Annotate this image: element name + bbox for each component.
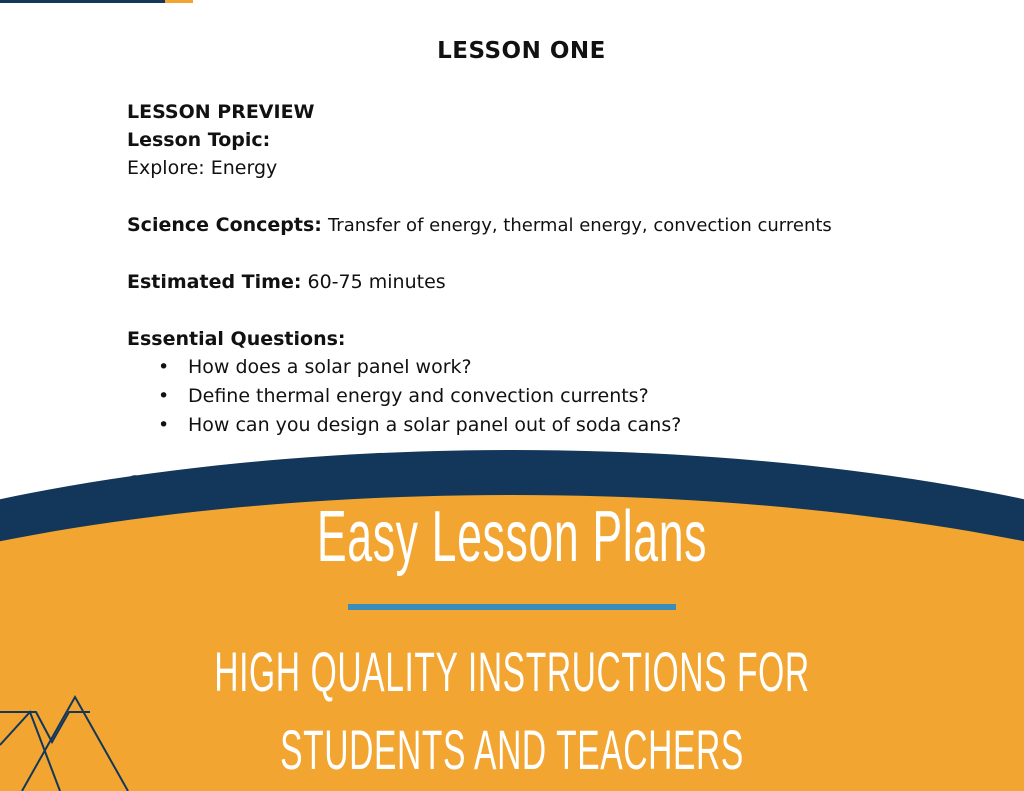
- list-item: • How can you design a solar panel out of soda cans?: [127, 411, 987, 440]
- lesson-topic-value: Explore: Energy: [127, 157, 278, 179]
- banner-underline: [348, 604, 676, 610]
- list-item: • How does a solar panel work?: [127, 353, 987, 382]
- estimated-time-value: 60-75 minutes: [307, 271, 446, 293]
- estimated-time-label: Estimated Time:: [127, 271, 302, 293]
- banner-subtitle-line2: STUDENTS AND TEACHERS: [280, 718, 744, 781]
- science-concepts-label: Science Concepts:: [127, 214, 322, 236]
- banner-subtitle-line1: HIGH QUALITY INSTRUCTIONS FOR: [214, 640, 810, 703]
- banner-title: Easy Lesson Plans: [316, 497, 708, 577]
- lesson-preview-heading: LESSON PREVIEW: [127, 101, 315, 123]
- essential-questions-label: Essential Questions:: [127, 328, 346, 350]
- lesson-title: LESSON ONE: [437, 38, 606, 64]
- science-concepts-value: Transfer of energy, thermal energy, convection currents: [327, 215, 832, 236]
- list-item: • Define thermal energy and convection currents?: [127, 382, 987, 411]
- lesson-topic-label: Lesson Topic:: [127, 129, 271, 151]
